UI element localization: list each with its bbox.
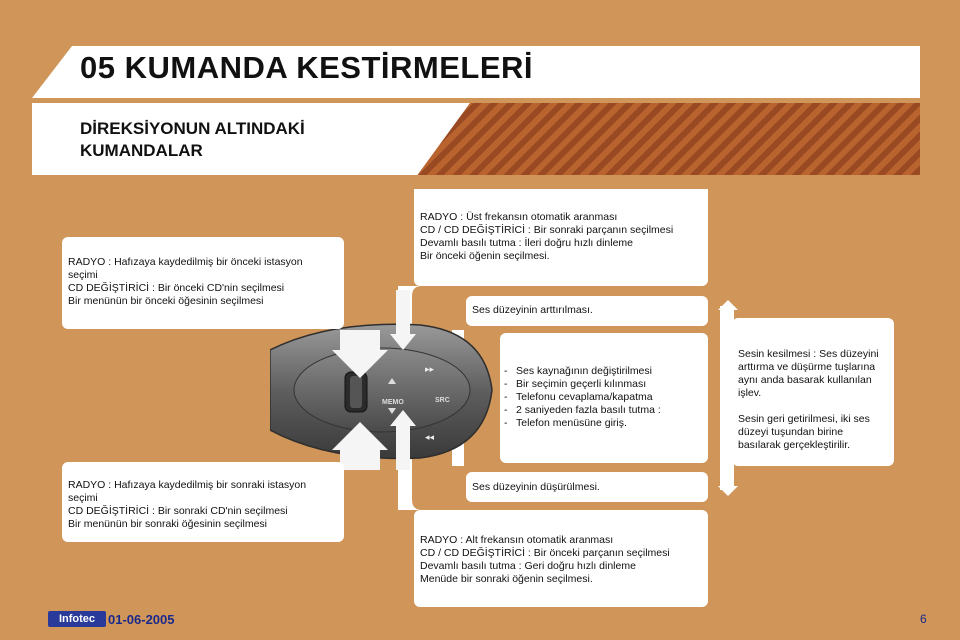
page-title: 05 KUMANDA KESTİRMELERİ: [80, 50, 533, 85]
mute-line: Sesin geri getirilmesi, iki ses: [738, 413, 870, 425]
top-box-line: Devamlı basılı tutma : İleri doğru hızlı dinleme: [420, 237, 634, 249]
bracket-up-icon: [718, 300, 738, 310]
wheel-arrows: [330, 330, 390, 470]
source-box: [500, 333, 708, 463]
mute-line: düzeyi tuşundan birine: [738, 426, 844, 438]
volume-down-text: Ses düzeyinin düşürülmesi.: [472, 481, 600, 493]
bottom-box-line: Menüde bir sonraki öğenin seçilmesi.: [420, 573, 593, 585]
button-arrows: [388, 290, 418, 470]
top-box-line: CD / CD DEĞİŞTİRİCİ : Bir sonraki parçanın seçilmesi: [420, 224, 674, 236]
source-item: - 2 saniyeden fazla basılı tutma :: [504, 404, 704, 417]
left-bottom-line: CD DEĞİŞTİRİCİ : Bir sonraki CD'nin seçilmesi: [68, 505, 288, 517]
source-item: - Ses kaynağının değiştirilmesi: [504, 365, 704, 378]
footer-date: 01-06-2005: [108, 612, 175, 627]
bottom-box: [414, 510, 708, 607]
volume-down-box: [466, 472, 708, 502]
left-top-line: seçimi: [68, 269, 98, 281]
mute-line: Sesin kesilmesi : Ses düzeyini: [738, 348, 879, 360]
mute-line: [738, 400, 888, 413]
top-box-line: RADYO : Üst frekansın otomatik aranması: [420, 211, 618, 223]
left-top-line: CD DEĞİŞTİRİCİ : Bir önceki CD'nin seçilmesi: [68, 282, 285, 294]
mute-line: işlev.: [738, 387, 762, 399]
bracket-arrows: [710, 300, 740, 500]
source-item: [504, 417, 704, 430]
bottom-box-line: CD / CD DEĞİŞTİRİCİ : Bir önceki parçanın seçilmesi: [420, 547, 670, 559]
infotec-logo: Infotec: [48, 611, 106, 627]
mute-box: [732, 318, 894, 466]
src-label: SRC: [435, 397, 450, 404]
left-top-box: [62, 237, 344, 329]
volume-up-box: [466, 296, 708, 326]
bracket-down-icon: [718, 486, 738, 496]
section-title-line2: KUMANDALAR: [80, 141, 203, 160]
bottom-box-line: Devamlı basılı tutma : Geri doğru hızlı dinleme: [420, 560, 636, 572]
arrow-rewind-icon: [390, 410, 416, 470]
left-bottom-box: [62, 462, 344, 542]
section-title-line1: DİREKSİYONUN ALTINDAKİ: [80, 119, 305, 138]
left-top-line: Bir menünün bir önceki öğesinin seçilmesi: [68, 295, 264, 307]
bottom-box-line: RADYO : Alt frekansın otomatik aranması: [420, 534, 614, 546]
page-number: 6: [920, 612, 927, 626]
source-item-continued: Telefon menüsüne giriş.: [516, 417, 627, 429]
mute-line: aynı anda basarak kullanılan: [738, 374, 872, 386]
rewind-icon: ◂◂: [425, 432, 435, 442]
arrow-down-icon: [332, 330, 388, 378]
source-item: - Telefonu cevaplama/kapatma: [504, 391, 704, 404]
memo-label: MEMO: [382, 399, 404, 406]
mute-line: arttırma ve düşürme tuşlarına: [738, 361, 876, 373]
top-box: [414, 189, 708, 286]
left-bottom-line: RADYO : Hafızaya kaydedilmiş bir sonraki istasyon: [68, 479, 307, 491]
left-bottom-line: Bir menünün bir sonraki öğesinin seçilmesi: [68, 518, 268, 530]
arrow-forward-icon: [390, 290, 416, 350]
left-bottom-line: seçimi: [68, 492, 98, 504]
source-item: - Bir seçimin geçerli kılınması: [504, 378, 704, 391]
left-top-line: RADYO : Hafızaya kaydedilmiş bir önceki istasyon: [68, 256, 303, 268]
volume-up-text: Ses düzeyinin arttırılması.: [472, 304, 593, 316]
top-box-line: Bir önceki öğenin seçilmesi.: [420, 250, 550, 262]
mute-line: basılarak gerçekleştirilir.: [738, 439, 851, 451]
forward-icon: ▸▸: [425, 364, 435, 374]
